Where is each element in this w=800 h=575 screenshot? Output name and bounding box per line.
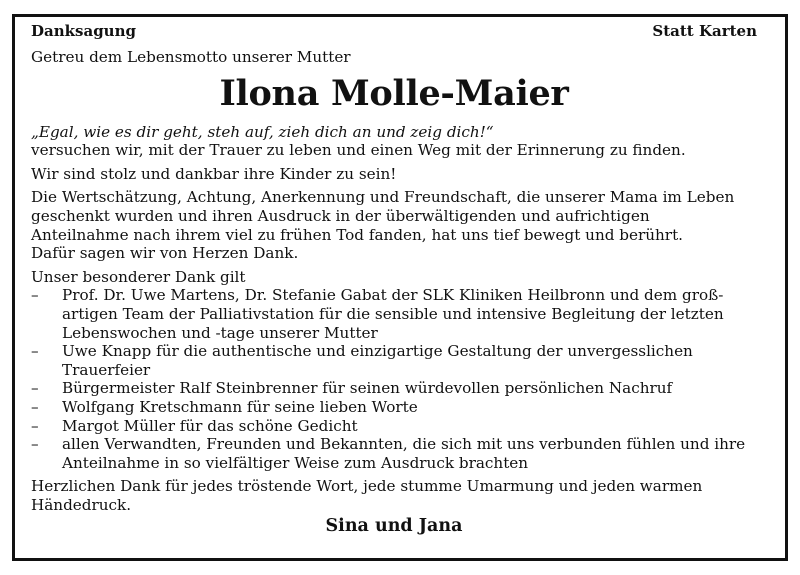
list-item — [31, 342, 757, 379]
appreciation-paragraph — [31, 188, 757, 262]
motto-line: Getreu dem Lebensmotto unserer Mutter — [31, 48, 351, 66]
list-item-line: allen Verwandten, Freunden und Bekannten, die sich mit uns verbunden fühlen und ihre — [62, 435, 746, 454]
dash-marker: – — [31, 397, 39, 416]
appreciation-line: Dafür sagen wir von Herzen Dank. — [31, 244, 299, 263]
deceased-name: Ilona Molle-Maier — [219, 72, 569, 114]
closing-line: Herzlichen Dank für jedes tröstende Wort, jede stumme Umarmung und jeden warmen — [31, 477, 703, 496]
list-item — [31, 435, 757, 472]
list-item-line: Margot Müller für das schöne Gedicht — [62, 416, 358, 435]
list-item-line: Wolfgang Kretschmann für seine lieben Worte — [62, 397, 418, 416]
signature: Sina und Jana — [325, 516, 463, 537]
appreciation-line: Anteilnahme nach ihrem viel zu frühen Tod fanden, hat uns tief bewegt und berührt. — [31, 225, 684, 244]
statt-karten-label: Statt Karten — [652, 22, 757, 40]
obituary-thanks-notice — [31, 22, 757, 536]
list-item-line: Anteilnahme in so vielfältiger Weise zum Ausdruck brachten — [62, 453, 529, 472]
notice-type-label: Danksagung — [31, 22, 136, 40]
dash-marker: – — [31, 286, 39, 305]
list-item-line: artigen Team der Palliativstation für die sensible und intensive Begleitung der letzten — [62, 304, 724, 323]
list-item — [31, 286, 757, 342]
intro-line: Wir sind stolz und dankbar ihre Kinder zu sein! — [31, 164, 397, 183]
life-motto-quote: „Egal, wie es dir geht, steh auf, zieh dich an und zeig dich!“ — [31, 122, 494, 141]
list-item — [31, 379, 757, 398]
special-thanks-heading: Unser besonderer Dank gilt — [31, 267, 246, 286]
header-row — [31, 22, 757, 40]
list-item-line: Bürgermeister Ralf Steinbrenner für seinen würdevollen persönlichen Nachruf — [62, 379, 673, 398]
list-item — [31, 398, 757, 417]
list-item-line: Uwe Knapp für die authentische und einzigartige Gestaltung der unvergesslichen Trauerfeier — [62, 342, 693, 379]
appreciation-line: Die Wertschätzung, Achtung, Anerkennung und Freundschaft, die unserer Mama im Leben — [31, 188, 735, 207]
list-item — [31, 417, 757, 436]
dash-marker: – — [31, 416, 39, 435]
list-item-line: Lebenswochen und -tage unserer Mutter — [62, 323, 378, 342]
closing-line: Händedruck. — [31, 495, 132, 514]
dash-marker: – — [31, 435, 39, 454]
dash-marker: – — [31, 379, 39, 398]
intro-line: versuchen wir, mit der Trauer zu leben und einen Weg mit der Erinnerung zu finden. — [31, 141, 686, 160]
list-item-line: Prof. Dr. Uwe Martens, Dr. Stefanie Gabat der SLK Kliniken Heilbronn und dem groß- — [62, 286, 724, 305]
appreciation-line: geschenkt wurden und ihren Ausdruck in der überwältigenden und aufrichtigen — [31, 206, 650, 225]
closing-paragraph — [31, 477, 757, 514]
thanks-list — [31, 286, 757, 472]
dash-marker: – — [31, 342, 39, 361]
